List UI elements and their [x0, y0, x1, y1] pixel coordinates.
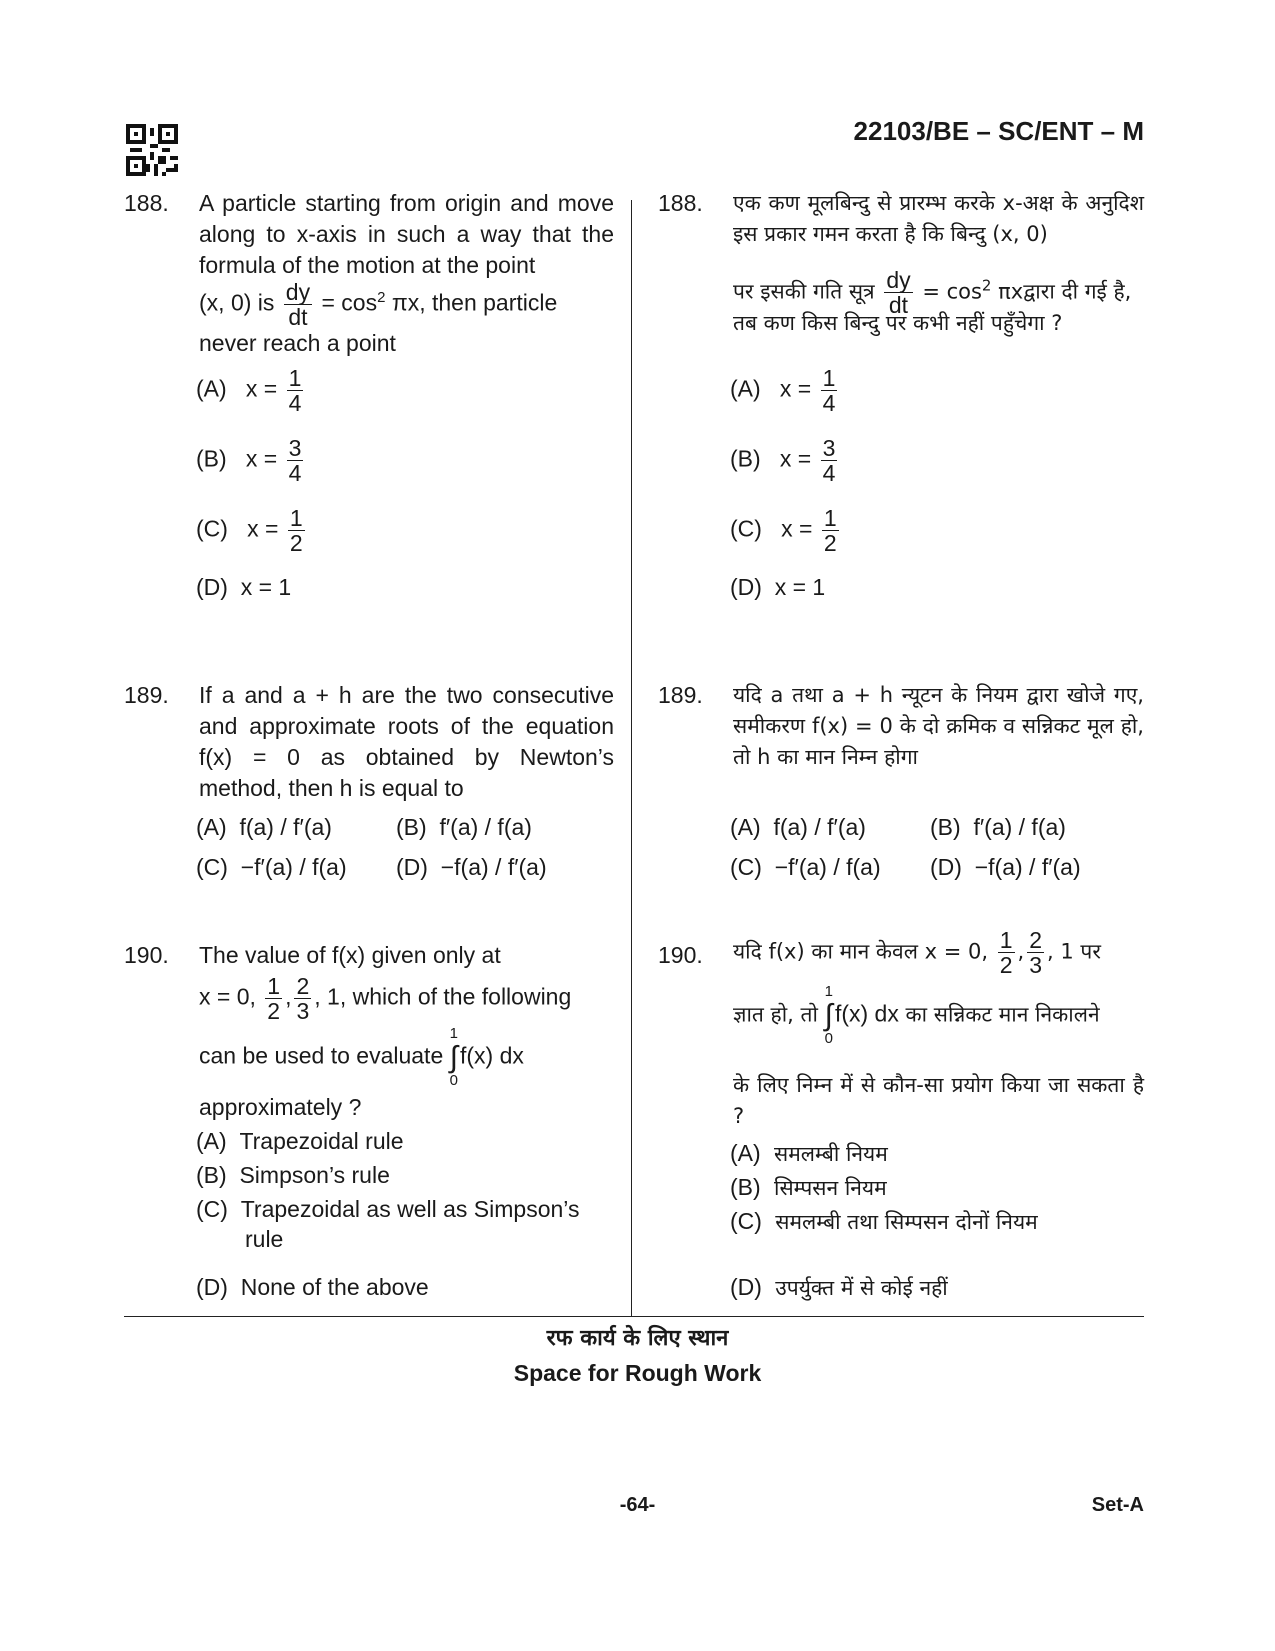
- numerator: dy: [886, 267, 911, 293]
- denominator: 2: [999, 952, 1013, 979]
- fraction: [821, 366, 838, 415]
- question-189-hi: [658, 680, 1144, 880]
- fraction-half: [265, 974, 282, 1023]
- fraction: [287, 366, 304, 415]
- option-label: (C): [730, 854, 762, 880]
- numerator: 1: [822, 365, 836, 391]
- question-number: 189.: [658, 682, 703, 708]
- text: can be used to evaluate: [199, 1042, 444, 1069]
- option-label: (B): [930, 814, 961, 840]
- option-d: [396, 852, 547, 883]
- pi-x: πx: [391, 289, 420, 316]
- numerator: 2: [296, 973, 310, 999]
- option-d: [196, 572, 291, 603]
- option-value: समलम्बी नियम: [774, 1142, 888, 1166]
- text: यदि f(x) का मान केवल x = 0,: [733, 939, 989, 964]
- question-189-en: [124, 680, 614, 880]
- option-label: (B): [196, 445, 227, 472]
- option-b: [730, 436, 840, 485]
- exponent: 2: [377, 289, 386, 307]
- numerator: 1: [267, 973, 281, 999]
- option-label: (C): [196, 854, 228, 880]
- exponent: 2: [981, 276, 992, 295]
- option-a: [730, 812, 866, 843]
- pi-x: πx: [998, 279, 1024, 304]
- fraction-half: [998, 928, 1015, 977]
- option-b: [196, 1160, 390, 1191]
- rough-work-title-hindi: रफ कार्य के लिए स्थान: [546, 1326, 729, 1351]
- question-math-line: यदि f(x) का मान केवल x = 0, $\frac{1}{2}$ , $\frac{2}{3}$ , 1 पर: [733, 927, 1101, 979]
- lower-limit: 0: [449, 1071, 458, 1089]
- option-c: [730, 1206, 1038, 1238]
- integral-icon: ∫: [449, 1040, 458, 1074]
- denominator: 2: [267, 998, 281, 1025]
- equation: = cos: [321, 289, 378, 316]
- option-label: (D): [396, 854, 428, 880]
- numerator: 1: [823, 505, 837, 531]
- question-math-line: [199, 1026, 614, 1089]
- page-number: -64-: [619, 1494, 656, 1516]
- option-value: x =: [781, 515, 813, 542]
- equation: = cos: [922, 279, 982, 304]
- question-text: के लिए निम्न में से कौन-सा प्रयोग किया जा सकता है ?: [733, 1073, 1144, 1128]
- option-value: x = 1: [240, 574, 292, 600]
- option-label: (A): [196, 1128, 227, 1154]
- question-text: approximately ?: [199, 1094, 362, 1120]
- denominator: 3: [1029, 952, 1042, 979]
- option-label: (A): [196, 814, 227, 840]
- option-b: [396, 812, 532, 843]
- numerator: 3: [822, 435, 836, 461]
- question-188-en: [124, 188, 614, 608]
- rough-work-title: Space for Rough Work: [513, 1360, 762, 1386]
- set-label: Set-A: [1091, 1494, 1144, 1516]
- question-number: 190.: [658, 942, 703, 968]
- option-d: [730, 572, 825, 603]
- question-188-hi: [658, 188, 1144, 608]
- option-label: (C): [196, 1196, 228, 1222]
- option-b: [730, 1172, 887, 1204]
- option-c: [730, 506, 842, 555]
- option-value: f(a) / f′(a): [773, 814, 866, 840]
- text: x = 0,: [199, 983, 256, 1010]
- option-value: −f′(a) / f(a): [774, 854, 881, 880]
- option-value: समलम्बी तथा सिम्पसन दोनों नियम: [775, 1210, 1038, 1234]
- question-text: A particle starting from origin and move along to x-axis in such a way that the formula of the motion at the point: [199, 190, 614, 278]
- denominator: 3: [296, 998, 310, 1025]
- fraction-dy-dt: [284, 280, 312, 329]
- question-number: 188.: [658, 190, 703, 216]
- option-value: उपर्युक्त में से कोई नहीं: [775, 1276, 948, 1300]
- option-label: (A): [730, 814, 761, 840]
- text: द्वारा दी गई है,: [1023, 279, 1132, 304]
- option-value: सिम्पसन नियम: [774, 1176, 887, 1200]
- fraction: [288, 506, 305, 555]
- option-label: (D): [196, 1274, 228, 1300]
- option-label: (B): [730, 445, 761, 472]
- option-value: Trapezoidal rule: [239, 1128, 404, 1154]
- option-label: (A): [730, 1140, 761, 1166]
- numerator: dy: [285, 279, 311, 305]
- option-label: (B): [396, 814, 427, 840]
- denominator: 4: [288, 390, 302, 417]
- option-value: x =: [779, 445, 812, 472]
- option-value: f′(a) / f(a): [439, 814, 532, 840]
- option-value: Trapezoidal as well as Simpson’s: [240, 1196, 580, 1222]
- text: पर इसकी गति सूत्र: [733, 279, 875, 304]
- fraction: [287, 436, 304, 485]
- option-label: (D): [196, 574, 228, 600]
- numerator: 1: [288, 365, 302, 391]
- question-text: If a and a + h are the two consecutive and approximate roots of the equation f(x) = 0 as obtained by Newton’s method, then h is equal to: [199, 682, 614, 801]
- numerator: 3: [288, 435, 302, 461]
- denominator: 4: [288, 460, 302, 487]
- question-190-en: [124, 940, 614, 1310]
- denominator: 2: [823, 530, 837, 557]
- option-value: −f(a) / f′(a): [974, 854, 1081, 880]
- option-d: [930, 852, 1081, 883]
- option-value: −f′(a) / f(a): [240, 854, 347, 880]
- fraction-two-thirds: [1027, 928, 1044, 977]
- question-number: 188.: [124, 190, 169, 216]
- integral-sign: [450, 1026, 458, 1089]
- option-c: [730, 852, 881, 883]
- option-label: (C): [730, 1208, 762, 1234]
- option-a: [730, 1138, 888, 1170]
- option-b: [930, 812, 1066, 843]
- option-d: [730, 1272, 948, 1304]
- numerator: 2: [1029, 927, 1042, 953]
- option-value: x =: [245, 445, 278, 472]
- denominator: 2: [289, 530, 303, 557]
- question-text: तब कण किस बिन्दु पर कभी नहीं पहुँचेगा ?: [733, 311, 1063, 335]
- denominator: dt: [888, 292, 909, 319]
- numerator: 1: [289, 505, 303, 531]
- question-math-line: [199, 280, 614, 329]
- option-label: (C): [196, 515, 228, 542]
- fraction-two-thirds: [294, 974, 311, 1023]
- option-value: f(a) / f′(a): [239, 814, 332, 840]
- option-c: [196, 1194, 580, 1225]
- section-divider: [124, 1316, 1144, 1317]
- denominator: 4: [822, 460, 836, 487]
- option-a: [196, 812, 332, 843]
- option-label: (D): [730, 574, 762, 600]
- option-label: (D): [930, 854, 962, 880]
- text: , then particle: [419, 289, 558, 316]
- qr-code: [126, 124, 178, 176]
- question-number: 189.: [124, 682, 169, 708]
- text: , 1, which of the following: [314, 983, 572, 1010]
- question-math-line: [733, 984, 1144, 1047]
- fraction: [822, 506, 839, 555]
- option-label: (A): [196, 375, 227, 402]
- question-math-line: x = 0, $\frac{1}{2}$ , $\frac{2}{3}$ , 1, which of the following: [199, 973, 572, 1025]
- option-label: (B): [196, 1162, 227, 1188]
- integrand: f(x) dx: [459, 1042, 524, 1069]
- option-value: x =: [247, 515, 279, 542]
- option-value: Simpson’s rule: [239, 1162, 390, 1188]
- option-b: [196, 436, 306, 485]
- question-text: यदि a तथा a + h न्यूटन के नियम द्वारा खोजे गए, समीकरण f(x) = 0 के दो क्रमिक व सन्निकट मूल हो, तो h का मान निम्न होगा: [733, 683, 1144, 769]
- option-a: [730, 366, 840, 415]
- question-text: The value of f(x) given only at: [199, 942, 501, 968]
- question-text: एक कण मूलबिन्दु से प्रारम्भ करके x-अक्ष के अनुदिश इस प्रकार गमन करता है कि बिन्दु (x, 0): [733, 191, 1144, 246]
- option-a: [196, 366, 306, 415]
- option-c: [196, 852, 347, 883]
- question-number: 190.: [124, 942, 169, 968]
- option-d: [196, 1272, 429, 1303]
- option-a: [196, 1126, 404, 1157]
- option-label: (C): [730, 515, 762, 542]
- denominator: 4: [822, 390, 836, 417]
- option-value: x =: [245, 375, 278, 402]
- option-label: (D): [730, 1274, 762, 1300]
- paper-code: 22103/BE – SC/ENT – M: [853, 116, 1144, 146]
- integral-icon: ∫: [824, 998, 833, 1032]
- option-c-continued: rule: [245, 1226, 284, 1252]
- fraction: [821, 436, 838, 485]
- option-label: (B): [730, 1174, 761, 1200]
- upper-limit: 1: [824, 983, 833, 1000]
- integral-sign: [825, 984, 833, 1047]
- integrand: f(x) dx: [834, 1000, 899, 1027]
- option-value: −f(a) / f′(a): [440, 854, 547, 880]
- text: (x, 0) is: [199, 289, 275, 316]
- option-value: x =: [779, 375, 812, 402]
- question-190-hi: [658, 928, 1144, 1308]
- upper-limit: 1: [449, 1025, 458, 1042]
- option-value: x = 1: [774, 574, 826, 600]
- option-c: [196, 506, 308, 555]
- text: का सन्निकट मान निकालने: [905, 1002, 1100, 1027]
- numerator: 1: [999, 927, 1013, 953]
- question-text: never reach a point: [199, 330, 396, 356]
- column-divider: [631, 200, 632, 1317]
- option-value: None of the above: [240, 1274, 429, 1300]
- lower-limit: 0: [824, 1029, 833, 1047]
- option-label: (A): [730, 375, 761, 402]
- option-value: f′(a) / f(a): [973, 814, 1066, 840]
- text: ज्ञात हो, तो: [733, 1002, 818, 1027]
- text: , 1 पर: [1047, 939, 1101, 964]
- denominator: dt: [288, 304, 308, 331]
